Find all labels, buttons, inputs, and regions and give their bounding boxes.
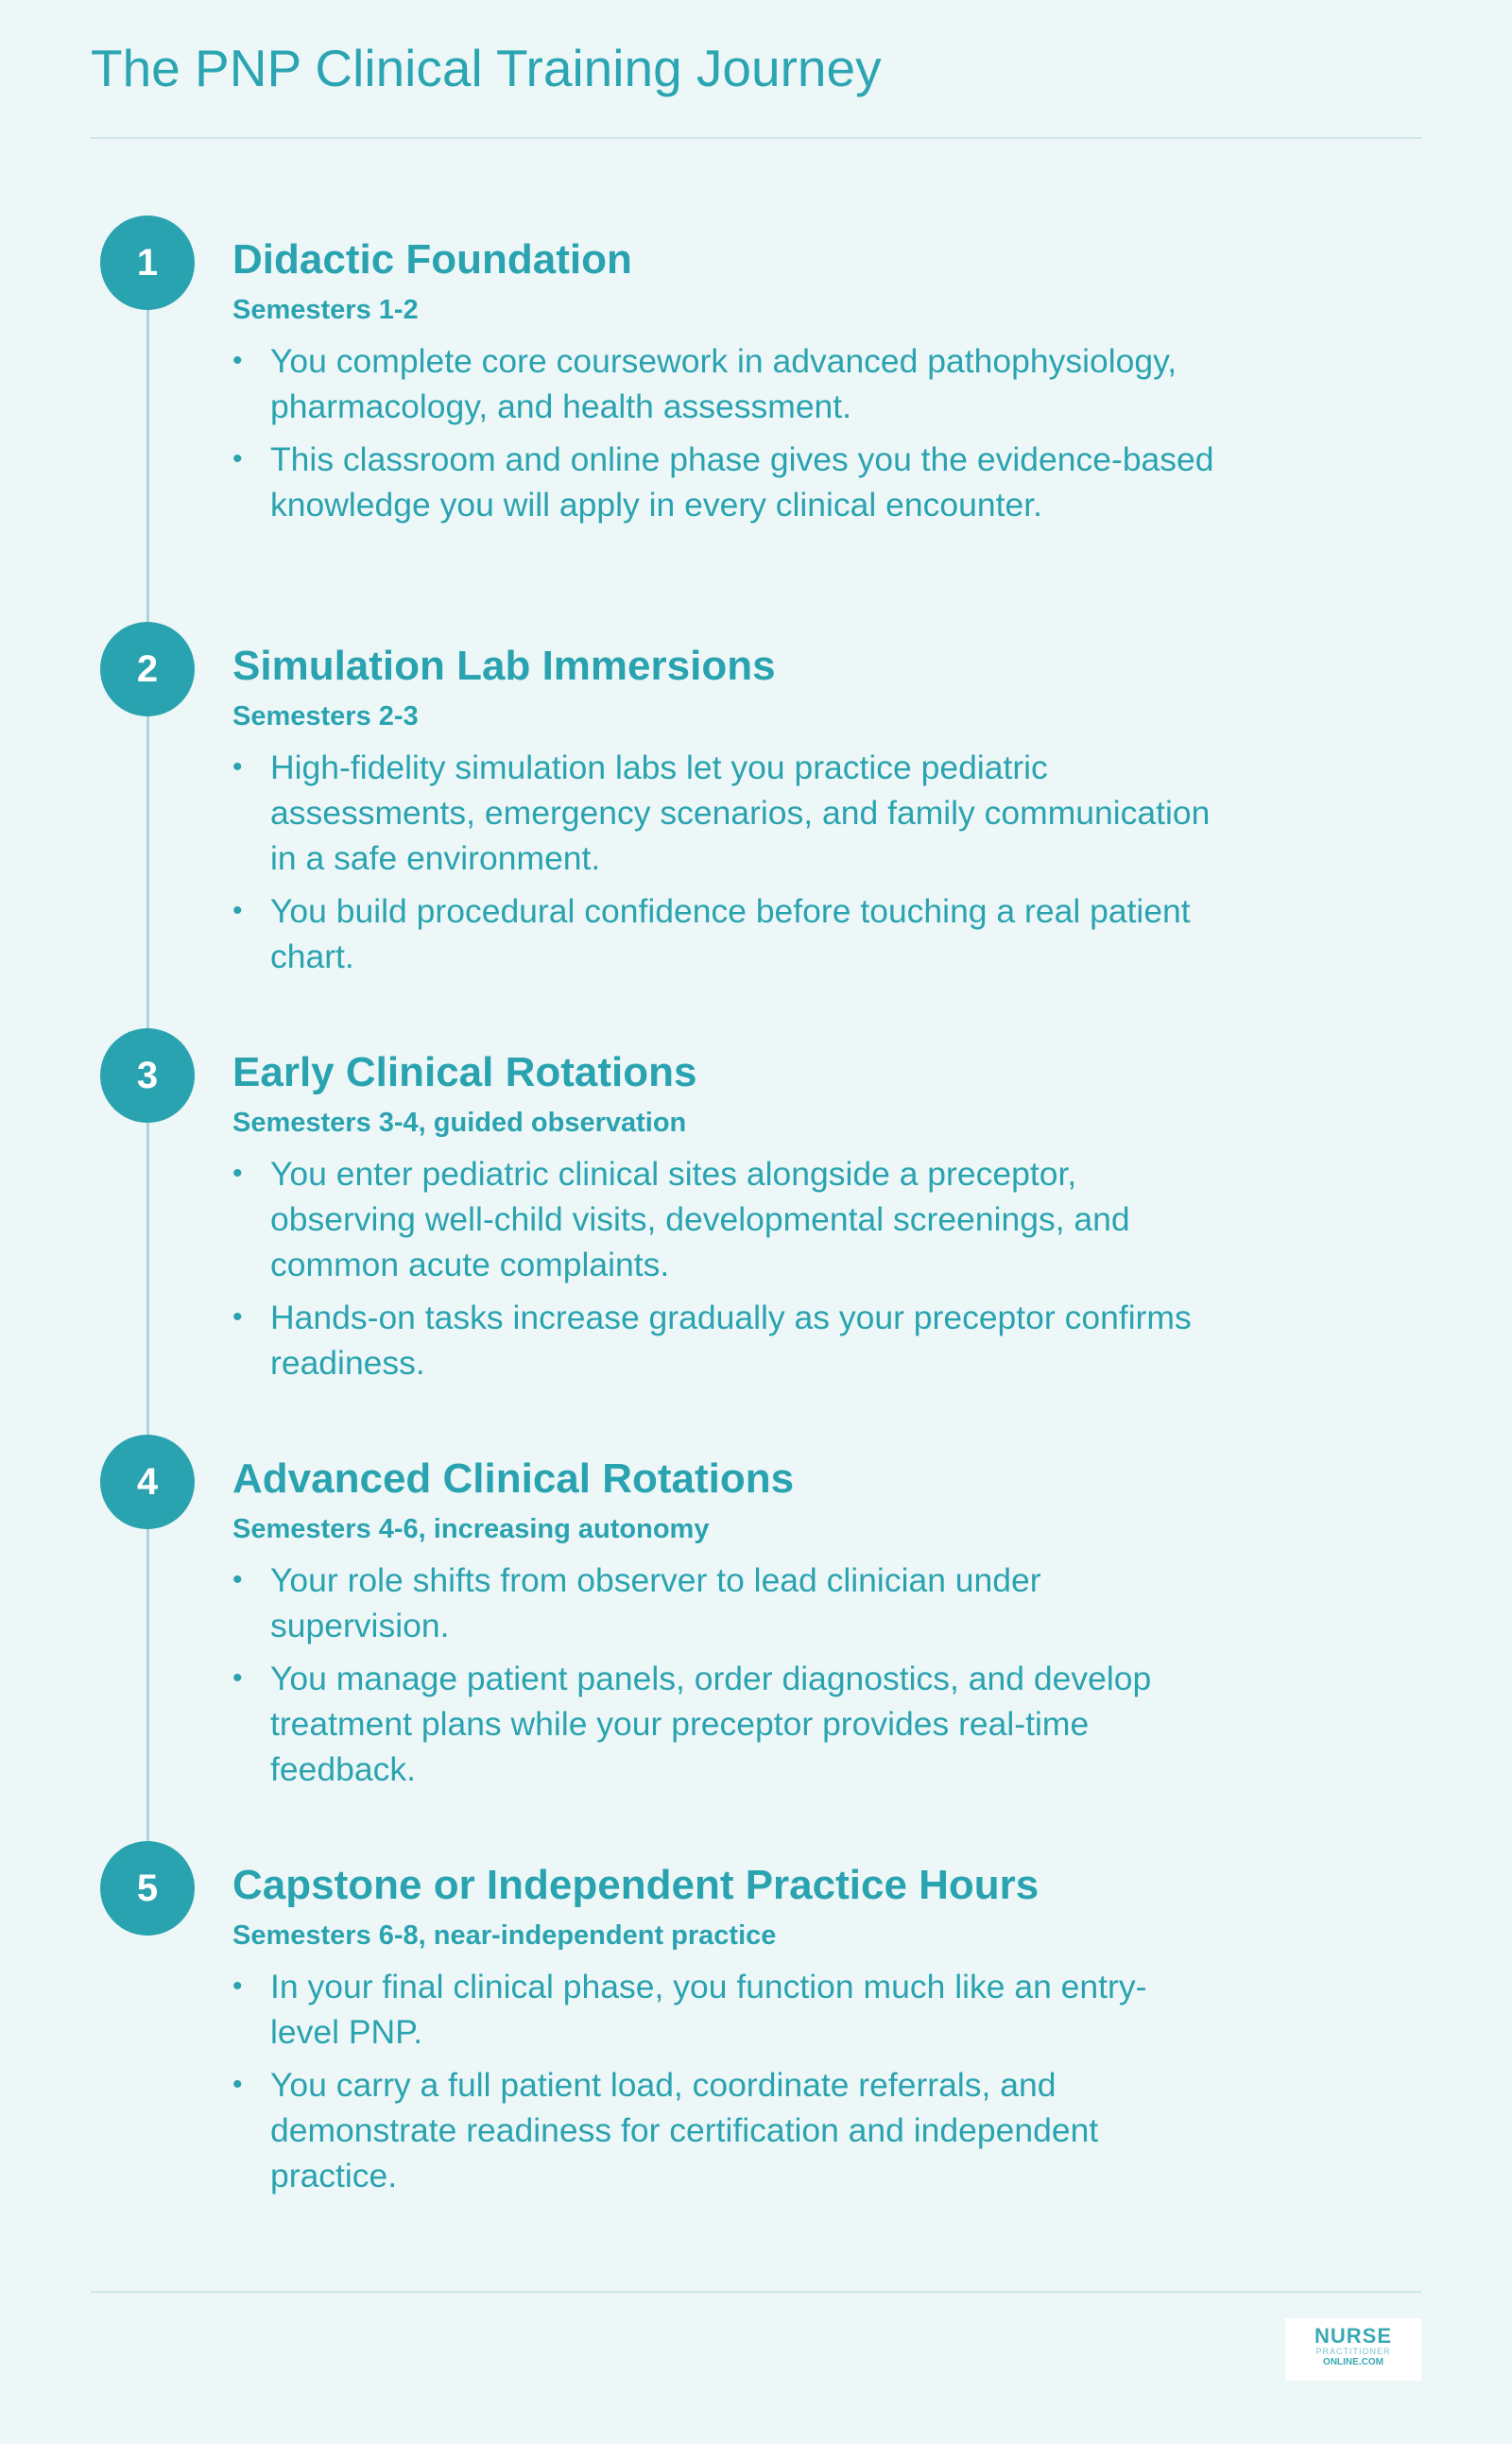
step-subtitle: Semesters 3-4, guided observation [232, 1108, 687, 1138]
bullet-dot-icon: • [232, 1971, 243, 2002]
step-subtitle: Semesters 1-2 [232, 295, 419, 325]
bullet-dot-icon: • [232, 1158, 243, 1189]
bullet-dot-icon: • [232, 345, 243, 376]
list-item [232, 1295, 1215, 1386]
bottom-divider [91, 2291, 1421, 2293]
bullet-text: Your role shifts from observer to lead clinician under supervision. [270, 1561, 1041, 1644]
step-number-badge: 1 [100, 215, 195, 310]
bullet-dot-icon: • [232, 751, 243, 783]
step-bullet-list [232, 338, 1215, 535]
bullet-text: In your final clinical phase, you function much like an entry-level PNP. [270, 1968, 1147, 2051]
logo-tagline: PRACTITIONER [1315, 2347, 1391, 2356]
step-subtitle: Semesters 4-6, increasing autonomy [232, 1514, 710, 1544]
step-title: Didactic Foundation [232, 236, 632, 283]
bullet-dot-icon: • [232, 895, 243, 926]
step-subtitle: Semesters 2-3 [232, 701, 419, 731]
list-item [232, 437, 1215, 527]
step-bullet-list [232, 1151, 1215, 1393]
step-number-badge: 5 [100, 1841, 195, 1936]
list-item [232, 1964, 1215, 2055]
list-item [232, 1558, 1215, 1648]
list-item [232, 338, 1215, 429]
step-number-badge: 4 [100, 1435, 195, 1529]
step-number-badge: 3 [100, 1028, 195, 1123]
bullet-text: You build procedural confidence before touching a real patient chart. [270, 892, 1191, 975]
brand-logo [1285, 2318, 1421, 2381]
bullet-text: You manage patient panels, order diagnostics, and develop treatment plans while your preceptor provides real-time feedback. [270, 1660, 1152, 1788]
page-title: The PNP Clinical Training Journey [91, 39, 882, 97]
bullet-text: This classroom and online phase gives you the evidence-based knowledge you will apply in every clinical encounter. [270, 440, 1214, 524]
bullet-text: You enter pediatric clinical sites alongside a preceptor, observing well-child visits, developmental screenings, and common acute complaints. [270, 1155, 1130, 1283]
bullet-dot-icon: • [232, 443, 243, 474]
step-bullet-list [232, 745, 1215, 987]
bullet-text: High-fidelity simulation labs let you practice pediatric assessments, emergency scenarios, and family communication in a safe environment. [270, 749, 1211, 877]
step-subtitle: Semesters 6-8, near-independent practice [232, 1920, 777, 1951]
list-item [232, 2062, 1215, 2198]
step-bullet-list [232, 1558, 1215, 1799]
top-divider [91, 137, 1421, 139]
list-item [232, 1151, 1215, 1287]
step-title: Advanced Clinical Rotations [232, 1455, 795, 1502]
step-title: Capstone or Independent Practice Hours [232, 1862, 1040, 1908]
bullet-dot-icon: • [232, 1564, 243, 1595]
logo-domain: ONLINE.COM [1323, 2357, 1383, 2367]
bullet-dot-icon: • [232, 2069, 243, 2100]
step-title: Early Clinical Rotations [232, 1049, 697, 1095]
bullet-text: You complete core coursework in advanced pathophysiology, pharmacology, and health assessment. [270, 342, 1177, 425]
step-number-badge: 2 [100, 622, 195, 716]
bullet-text: You carry a full patient load, coordinate referrals, and demonstrate readiness for certification and independent practice. [270, 2066, 1099, 2194]
step-bullet-list [232, 1964, 1215, 2206]
bullet-text: Hands-on tasks increase gradually as your preceptor confirms readiness. [270, 1299, 1192, 1382]
step-title: Simulation Lab Immersions [232, 643, 776, 689]
list-item [232, 888, 1215, 979]
list-item [232, 1656, 1215, 1792]
bullet-dot-icon: • [232, 1662, 243, 1694]
list-item [232, 745, 1215, 881]
bullet-dot-icon: • [232, 1301, 243, 1333]
logo-wordmark: NURSE [1314, 2324, 1392, 2348]
